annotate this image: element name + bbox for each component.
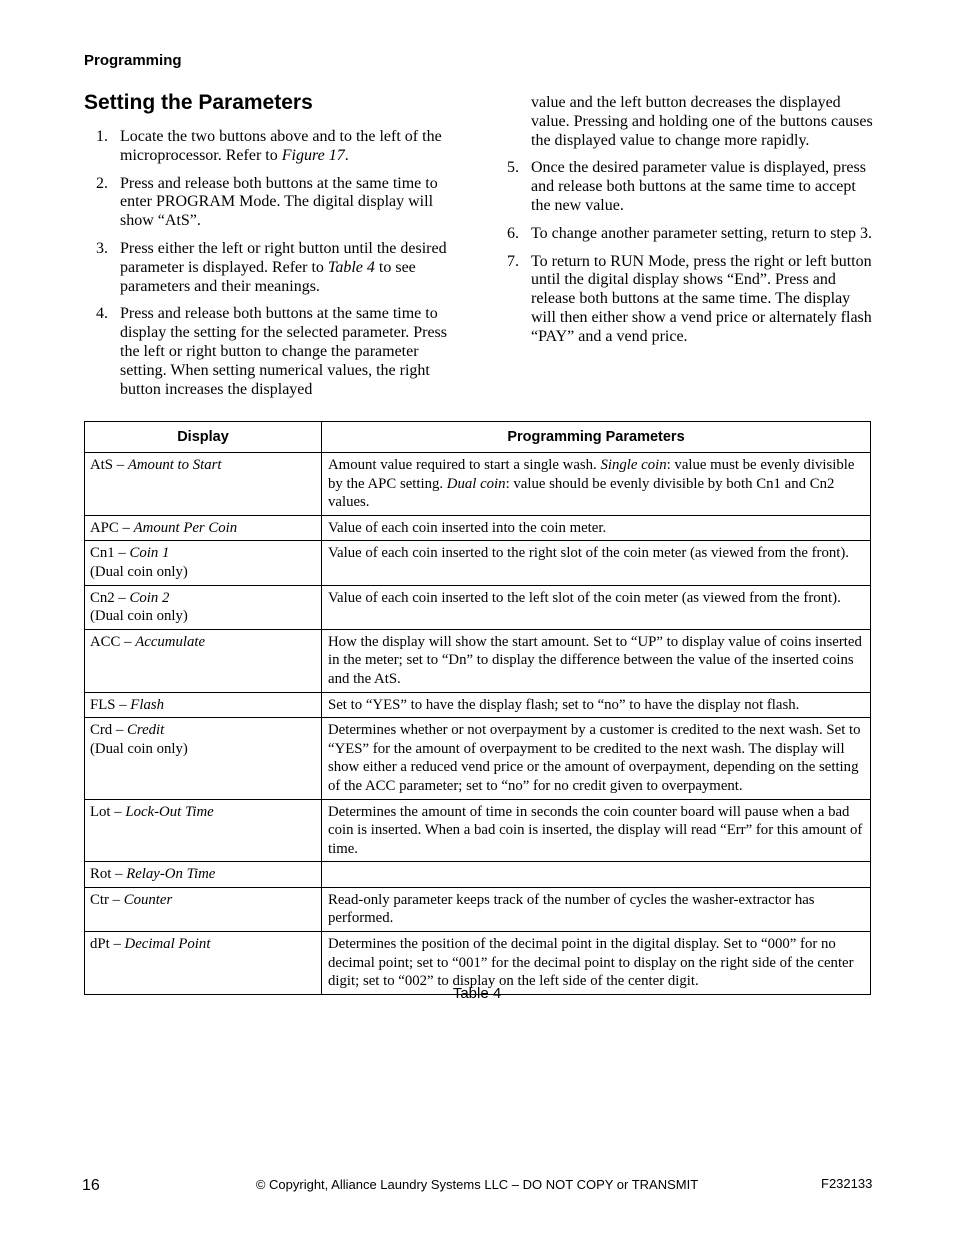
text-run: Once the desired parameter value is displayed, press and release both buttons at the same time to accept the new value.: [531, 159, 866, 214]
text-run: To change another parameter setting, return to step 3.: [531, 224, 872, 242]
table-row: [85, 887, 871, 931]
list-item: [84, 128, 464, 166]
parameter-name: Amount to Start: [127, 457, 222, 473]
parameter-code: Rot: [90, 866, 112, 883]
list-item: [84, 240, 464, 296]
steps-left-column: [84, 128, 464, 408]
list-item: [495, 225, 875, 244]
parameter-name: Lock-Out Time: [125, 803, 214, 820]
italic-text: Single coin: [600, 457, 667, 473]
list-item: [84, 175, 464, 231]
step-number: 2.: [96, 174, 108, 192]
parameter-name: Coin 1: [129, 545, 170, 562]
table-row: [85, 585, 871, 629]
parameter-name: Accumulate: [135, 633, 206, 650]
step-text: [531, 253, 875, 347]
description-cell: [322, 541, 871, 585]
step-number: 5.: [507, 159, 519, 177]
steps-right-column: [495, 94, 875, 356]
description-cell: [322, 585, 871, 629]
table-row: [85, 799, 871, 862]
parameter-code: dPt: [90, 936, 110, 953]
parameter-name: Coin 2: [129, 589, 170, 606]
text-run: Value of each coin inserted into the coin meter.: [328, 519, 607, 536]
text-run: To return to RUN Mode, press the right or left button until the digital display shows “End”. Press and release both buttons at the same time. The display will then either show a vend price or alternately flash “PAY” and a vend price.: [531, 252, 872, 345]
text-run: Locate the two buttons above and to the left of the microprocessor. Refer to: [120, 128, 442, 164]
step-text: [531, 225, 875, 244]
page-title: Setting the Parameters: [84, 91, 313, 114]
parameter-code: Cn2: [90, 589, 115, 606]
text-run: Determines the amount of time in seconds the coin counter board will pause when a bad coin is inserted. When a bad coin is inserted, the display will read “Err” for this amount of time.: [328, 803, 863, 857]
text-run: Determines whether or not overpayment by a customer is credited to the next wash. Set to “YES” for the amount of overpayment to be credited to the next wash. The display will show either a reduced vend price or the amount of overpayment, depending on the setting of the ACC parameter; set to “no” for no credit given to overpayment.: [328, 722, 861, 794]
text-run: How the display will show the start amount. Set to “UP” to display value of coins inserted in the meter; set to “Dn” to display the difference between the value of the inserted coins and the AtS.: [328, 633, 862, 687]
step-4-continued: value and the left button decreases the displayed value. Pressing and holding one of the buttons causes the displayed value to change more rapidly.: [531, 94, 873, 149]
text-run: : value should be evenly divisible by both Cn1 and Cn2 values.: [328, 475, 835, 511]
display-cell: Crd – Credit (Dual coin only): [85, 718, 322, 799]
parameter-note: (Dual coin only): [90, 740, 188, 757]
table-header-row: [85, 422, 871, 453]
display-cell: ACC – Accumulate: [85, 629, 322, 692]
step-number: 3.: [96, 239, 108, 257]
section-header: Programming: [84, 52, 182, 69]
italic-text: Dual coin: [446, 475, 506, 492]
table-caption: Table 4: [452, 985, 502, 1002]
document-id: F232133: [821, 1176, 873, 1191]
page-number: 16: [82, 1177, 100, 1194]
description-cell: [322, 692, 871, 718]
parameter-name: Credit: [127, 722, 165, 739]
text-run: Amount value required to start a single wash.: [328, 457, 601, 473]
parameter-name: Counter: [123, 891, 173, 908]
step-number: 4.: [96, 305, 108, 323]
parameter-code: ACC: [90, 633, 121, 650]
list-item: [495, 253, 875, 347]
parameter-code: APC: [90, 519, 119, 536]
step-text: [531, 159, 875, 215]
text-run: Value of each coin inserted to the right slot of the coin meter (as viewed from the front).: [328, 545, 850, 562]
display-cell: FLS – Flash: [85, 692, 322, 718]
header-programming-parameters: Programming Parameters: [322, 422, 871, 453]
parameter-code: AtS: [90, 457, 114, 473]
text-run: Value of each coin inserted to the left slot of the coin meter (as viewed from the front).: [328, 589, 841, 606]
list-item: [84, 305, 464, 399]
italic-text: Figure 17: [281, 146, 345, 164]
text-run: Press and release both buttons at the same time to enter PROGRAM Mode. The digital display will show “AtS”.: [120, 174, 438, 230]
text-run: Press either the left or right button until the desired parameter is displayed. Refer to: [120, 239, 447, 276]
table-row: [85, 453, 871, 516]
table-row: [85, 629, 871, 692]
parameter-name: Relay-On Time: [126, 866, 216, 883]
parameter-name: Amount Per Coin: [133, 519, 238, 536]
text-run: : value must be evenly divisible by the APC setting.: [328, 457, 855, 492]
display-cell: Cn1 – Coin 1 (Dual coin only): [85, 541, 322, 585]
italic-text: Table 4: [327, 258, 375, 276]
display-cell: Lot – Lock-Out Time: [85, 799, 322, 862]
step-text: [120, 128, 464, 166]
parameters-table-body: [85, 453, 871, 995]
table-row: [85, 692, 871, 718]
parameter-name: Decimal Point: [124, 936, 211, 953]
step-text: [120, 175, 464, 231]
table-row: [85, 541, 871, 585]
step-number: 1.: [96, 128, 108, 145]
description-cell: [322, 453, 871, 516]
text-run: Set to “YES” to have the display flash; set to “no” to have the display not flash.: [328, 696, 800, 713]
text-run: .: [344, 146, 349, 164]
parameter-code: Cn1: [90, 545, 115, 562]
table-row: [85, 862, 871, 888]
display-cell: Ctr – Counter: [85, 887, 322, 931]
steps-right-list: [495, 159, 875, 346]
description-cell: [322, 718, 871, 799]
parameter-code: FLS: [90, 696, 116, 713]
parameter-code: Ctr: [90, 891, 109, 908]
display-cell: dPt – Decimal Point: [85, 932, 322, 995]
table-row: [85, 718, 871, 799]
step-number: 6.: [507, 224, 519, 242]
list-item: [495, 159, 875, 215]
parameter-code: Lot: [90, 803, 111, 820]
description-cell: [322, 799, 871, 862]
text-run: Determines the position of the decimal point in the digital display. Set to “000” for no decimal point; set to “001” for the decimal point to display on the right side of the center digit; set to “002” to display on the left side of the center digit.: [328, 936, 854, 990]
parameters-table: [84, 421, 871, 995]
display-cell: Cn2 – Coin 2 (Dual coin only): [85, 585, 322, 629]
parameter-name: Flash: [130, 696, 165, 713]
header-display: Display: [85, 422, 322, 453]
display-cell: APC – Amount Per Coin: [85, 515, 322, 541]
table-row: [85, 515, 871, 541]
display-cell: AtS – Amount to Start: [85, 453, 322, 516]
parameter-note: (Dual coin only): [90, 563, 188, 580]
text-run: Press and release both buttons at the same time to display the setting for the selected parameter. Press the left or right button to change the parameter setting. When setting numerical values, the right button increases the displayed: [120, 305, 448, 398]
display-cell: Rot – Relay-On Time: [85, 862, 322, 888]
step-text: [120, 240, 464, 296]
step-number: 7.: [507, 252, 519, 270]
description-cell: [322, 887, 871, 931]
description-cell: [322, 515, 871, 541]
description-cell: [322, 629, 871, 692]
step-text: [120, 305, 464, 399]
text-run: to see parameters and their meanings.: [120, 258, 416, 295]
parameter-note: (Dual coin only): [90, 608, 188, 625]
description-cell: [322, 862, 871, 888]
text-run: Read-only parameter keeps track of the number of cycles the washer-extractor has performed.: [328, 891, 815, 927]
parameter-code: Crd: [90, 722, 113, 739]
copyright-notice: © Copyright, Alliance Laundry Systems LLC – DO NOT COPY or TRANSMIT: [255, 1177, 699, 1192]
